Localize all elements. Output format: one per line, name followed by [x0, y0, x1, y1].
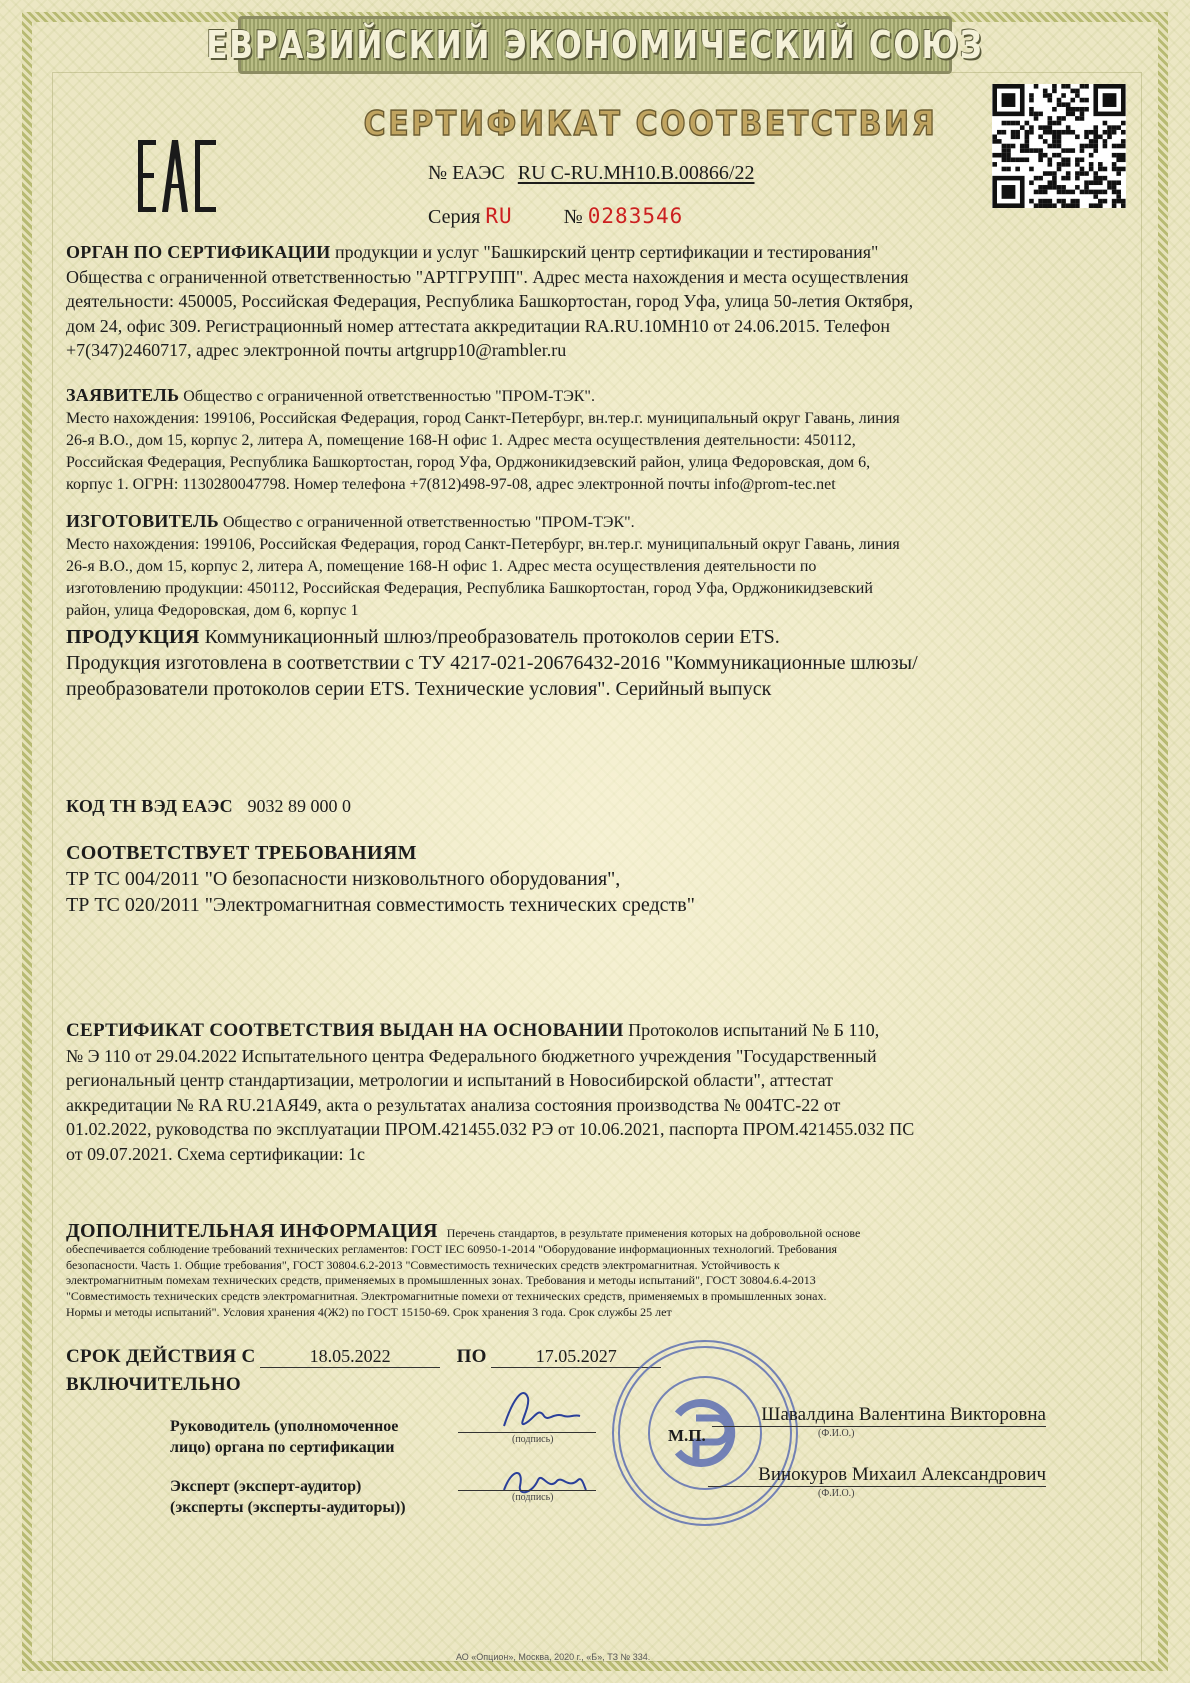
- validity-date-from: 18.05.2022: [260, 1346, 440, 1368]
- expert-sign-line: [458, 1490, 596, 1491]
- conforms-heading: СООТВЕТСТВУЕТ ТРЕБОВАНИЯМ: [66, 842, 417, 864]
- basis-line: 01.02.2022, руководства по эксплуатации ПРОМ.421455.032 РЭ от 10.06.2021, паспорта ПРОМ.421455.032 ПС: [66, 1119, 915, 1139]
- series-value: RU: [485, 204, 513, 228]
- basis-line: от 09.07.2021. Схема сертификации: 1с: [66, 1143, 366, 1164]
- additional-line: обеспечивается соблюдение требований технических регламентов: ГОСТ IEC 60950-1-2014 "Оборудование информационных технологий. Требования: [66, 1241, 838, 1256]
- basis-line: № Э 110 от 29.04.2022 Испытательного центра Федерального бюджетного учреждения "Государственный: [66, 1045, 877, 1066]
- expert-signature-labels: [170, 1476, 406, 1518]
- manufacturer-line: изготовлению продукции: 450112, Российская Федерация, Республика Башкортостан, город Уфа, Орджоникидзевский: [66, 580, 873, 597]
- validity-date-to: 17.05.2027: [491, 1346, 661, 1368]
- eac-logo-icon: [138, 140, 218, 212]
- expert-sign-caption: (подпись): [512, 1492, 554, 1503]
- head-label: лицо) органа по сертификации: [170, 1439, 395, 1456]
- basis-line: региональный центр стандартизации, метрологии и испытаний в Новосибирской области", аттестат: [66, 1070, 833, 1090]
- product-heading: ПРОДУКЦИЯ: [66, 626, 200, 648]
- organ-heading: ОРГАН ПО СЕРТИФИКАЦИИ: [66, 242, 331, 262]
- manufacturer-line: район, улица Федоровская, дом 6, корпус 1: [66, 602, 359, 619]
- additional-line: безопасности. Часть 1. Общие требования", ГОСТ 30804.6.2-2013 "Совместимость технических средств электромагнитная. Устойчивость к: [66, 1257, 780, 1272]
- union-banner: [206, 16, 984, 74]
- head-name: Шавалдина Валентина Викторовна: [712, 1404, 1046, 1427]
- series-line: [428, 204, 683, 229]
- product-line: Продукция изготовлена в соответствии с ТУ 4217-021-20676432-2016 "Коммуникационные шлюзы/: [66, 652, 918, 674]
- tn-ved-value: 9032 89 000 0: [247, 796, 351, 816]
- validity-from-label: СРОК ДЕЙСТВИЯ С: [66, 1346, 256, 1367]
- additional-section: [66, 1220, 1126, 1321]
- validity-to-label: ПО: [456, 1346, 487, 1367]
- basis-section: [66, 1018, 1126, 1166]
- cert-number: RU C-RU.МН10.В.00866/22: [517, 162, 755, 184]
- manufacturer-line: 26-я В.О., дом 15, корпус 2, литера А, помещение 168-Н офис 1. Адрес места осуществления деятельности по: [66, 558, 817, 575]
- organ-line: продукции и услуг "Башкирский центр сертификации и тестирования": [335, 242, 879, 262]
- applicant-line: корпус 1. ОГРН: 1130280047798. Номер телефона +7(812)498-97-08, адрес электронной почты info@prom-tec.net: [66, 476, 836, 493]
- additional-line: Нормы и методы испытаний". Условия хранения 4(Ж2) по ГОСТ 15150-69. Срок хранения 3 года. Срок службы 25 лет: [66, 1304, 672, 1319]
- expert-label: Эксперт (эксперт-аудитор): [170, 1478, 362, 1495]
- product-section: [66, 624, 1126, 702]
- product-line: Коммуникационный шлюз/преобразователь протоколов серии ETS.: [204, 626, 780, 648]
- applicant-section: [66, 384, 1126, 496]
- manufacturer-section: [66, 510, 1126, 622]
- head-signature-icon: [494, 1386, 584, 1436]
- tn-ved-section: [66, 794, 1126, 819]
- manufacturer-line: Общество с ограниченной ответственностью "ПРОМ-ТЭК".: [222, 514, 635, 531]
- manufacturer-heading: ИЗГОТОВИТЕЛЬ: [66, 511, 219, 531]
- organ-line: Общества с ограниченной ответственностью "АРТГРУПП". Адрес места нахождения и места осуществления: [66, 266, 909, 287]
- head-signature-labels: [170, 1416, 398, 1458]
- product-line: преобразователи протоколов серии ETS. Технические условия". Серийный выпуск: [66, 678, 772, 700]
- stamp-mp-label: М.П.: [668, 1426, 706, 1445]
- conforms-line: ТР ТС 020/2011 "Электромагнитная совместимость технических средств": [66, 894, 695, 916]
- additional-line: "Совместимость технических средств электромагнитная. Электромагнитные помехи от технических средств, применяемых в промышленных зонах.: [66, 1289, 827, 1304]
- conforms-line: ТР ТС 004/2011 "О безопасности низковольтного оборудования",: [66, 868, 621, 890]
- form-number: 0283546: [587, 204, 684, 228]
- head-sign-line: [458, 1432, 596, 1433]
- applicant-line: Место нахождения: 199106, Российская Федерация, город Санкт-Петербург, вн.тер.г. муниципальный округ Гавань, линия: [66, 410, 900, 427]
- basis-line: аккредитации № RA RU.21АЯ49, акта о результатах анализа состояния производства № 004ТС-22 от: [66, 1094, 841, 1115]
- certificate-number-line: [428, 162, 755, 185]
- banner-text: ЕВРАЗИЙСКИЙ ЭКОНОМИЧЕСКИЙ СОЮЗ: [206, 23, 984, 67]
- cert-number-label: № ЕАЭС: [428, 162, 505, 184]
- applicant-line: Российская Федерация, Республика Башкортостан, город Уфа, Орджоникидзевский район, улица Федоровская, дом 6,: [66, 454, 871, 471]
- head-sign-caption: (подпись): [512, 1434, 554, 1445]
- form-number-label: №: [563, 206, 583, 228]
- basis-line: Протоколов испытаний № Б 110,: [628, 1020, 880, 1040]
- applicant-line: Общество с ограниченной ответственностью "ПРОМ-ТЭК".: [183, 388, 595, 405]
- organ-line: деятельности: 450005, Российская Федерация, Республика Башкортостан, город Уфа, улица 50-летия Октября,: [66, 291, 914, 311]
- series-label: Серия: [428, 206, 481, 228]
- basis-heading: СЕРТИФИКАТ СООТВЕТСТВИЯ ВЫДАН НА ОСНОВАНИИ: [66, 1020, 624, 1041]
- additional-heading: ДОПОЛНИТЕЛЬНАЯ ИНФОРМАЦИЯ: [66, 1220, 438, 1242]
- print-footer: АО «Опцион», Москва, 2020 г., «Б», ТЗ № 334.: [456, 1652, 651, 1662]
- additional-line: Перечень стандартов, в результате применения которых на добровольной основе: [446, 1226, 861, 1240]
- tn-ved-heading: КОД ТН ВЭД ЕАЭС: [66, 796, 233, 816]
- expert-name: Винокуров Михаил Александрович: [708, 1464, 1046, 1487]
- conforms-section: [66, 840, 1126, 918]
- applicant-heading: ЗАЯВИТЕЛЬ: [66, 385, 180, 405]
- organ-line: +7(347)2460717, адрес электронной почты artgrupp10@rambler.ru: [66, 340, 567, 360]
- applicant-line: 26-я В.О., дом 15, корпус 2, литера А, помещение 168-Н офис 1. Адрес места осуществления деятельности: 450112,: [66, 432, 856, 449]
- head-label: Руководитель (уполномоченное: [170, 1418, 399, 1435]
- expert-fio-caption: (Ф.И.О.): [818, 1488, 855, 1499]
- head-fio-caption: (Ф.И.О.): [818, 1428, 855, 1439]
- manufacturer-line: Место нахождения: 199106, Российская Федерация, город Санкт-Петербург, вн.тер.г. муниципальный округ Гавань, линия: [66, 536, 900, 553]
- qr-code-icon: [992, 84, 1126, 208]
- expert-label: (эксперты (эксперты-аудиторы)): [170, 1499, 406, 1516]
- organ-line: дом 24, офис 309. Регистрационный номер аттестата аккредитации RA.RU.10МН10 от 24.06.2015. Телефон: [66, 315, 891, 336]
- certificate-title: СЕРТИФИКАТ СООТВЕТСТВИЯ: [363, 104, 938, 144]
- additional-line: электромагнитным помехам технических средств, применяемых в промышленных зонах. Требования и методы испытаний", ГОСТ 30804.6.4-2013: [66, 1273, 816, 1288]
- organ-section: [66, 240, 1126, 363]
- validity-incl-label: ВКЛЮЧИТЕЛЬНО: [66, 1374, 241, 1395]
